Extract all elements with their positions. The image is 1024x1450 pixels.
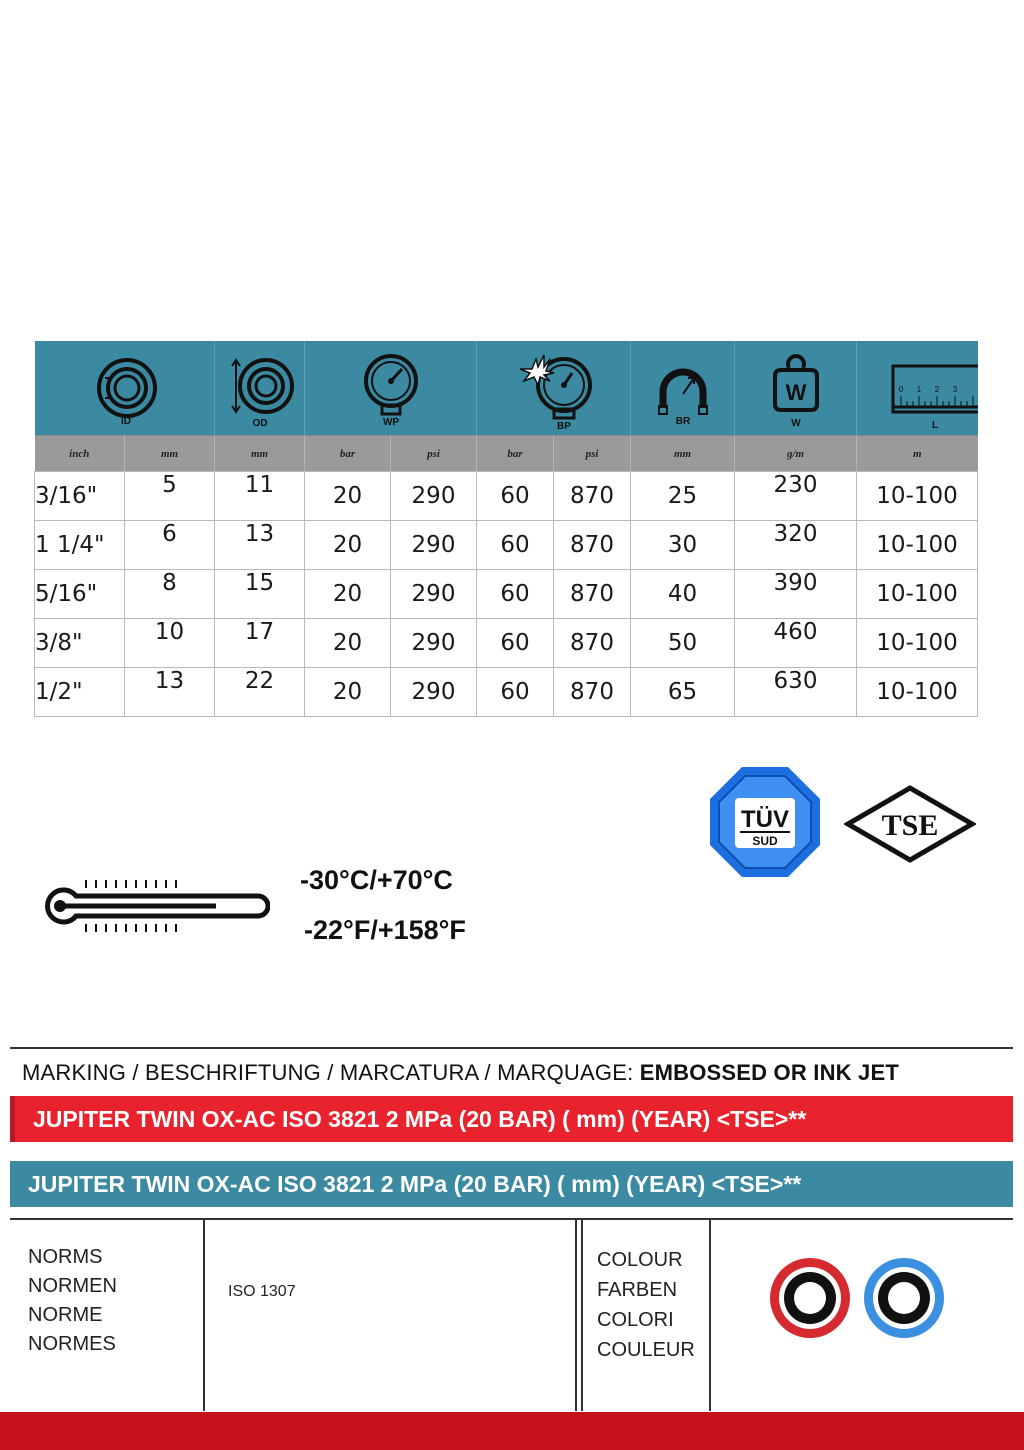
marking-blue-band: JUPITER TWIN OX-AC ISO 3821 2 MPa (20 BAR) ( mm) (YEAR) <TSE>** bbox=[10, 1161, 1013, 1207]
table-row bbox=[35, 619, 978, 668]
unit-cell: m bbox=[857, 436, 978, 472]
blue-hose-swatch bbox=[864, 1258, 944, 1338]
table-cell: 20 bbox=[305, 668, 391, 717]
table-cell: 3/16" bbox=[35, 472, 125, 521]
table-cell: 40 bbox=[631, 570, 735, 619]
table-cell: 10 bbox=[125, 619, 215, 668]
table-cell: 20 bbox=[305, 570, 391, 619]
colour-label: COLOUR bbox=[597, 1249, 683, 1271]
table-cell: 50 bbox=[631, 619, 735, 668]
bp-label: BP bbox=[556, 421, 571, 431]
table-cell: 8 bbox=[125, 570, 215, 619]
table-cell: 870 bbox=[554, 472, 631, 521]
unit-cell: mm bbox=[631, 436, 735, 472]
norms-labels bbox=[28, 1243, 117, 1359]
inner-diameter-icon bbox=[79, 348, 169, 428]
table-cell: 20 bbox=[305, 472, 391, 521]
table-cell: 5/16" bbox=[35, 570, 125, 619]
table-cell: 870 bbox=[554, 619, 631, 668]
norms-label: NORMES bbox=[28, 1333, 116, 1355]
w-header-cell bbox=[735, 341, 857, 436]
unit-cell: inch bbox=[35, 436, 125, 472]
wp-label: WP bbox=[382, 417, 399, 428]
table-cell: 60 bbox=[477, 619, 554, 668]
marking-label: MARKING / BESCHRIFTUNG / MARCATURA / MARQUAGE: bbox=[22, 1060, 640, 1085]
table-cell: 10-100 bbox=[857, 619, 978, 668]
sud-text: SUD bbox=[752, 834, 778, 848]
id-label: ID bbox=[121, 416, 132, 427]
table-cell: 15 bbox=[215, 570, 305, 619]
table-cell: 22 bbox=[215, 668, 305, 717]
br-label: BR bbox=[675, 416, 690, 427]
bend-radius-icon bbox=[638, 348, 728, 428]
table-cell: 65 bbox=[631, 668, 735, 717]
pressure-gauge-icon bbox=[346, 347, 436, 429]
unit-cell: g/m bbox=[735, 436, 857, 472]
w-label: W bbox=[790, 418, 801, 429]
marking-line bbox=[22, 1060, 899, 1086]
table-cell: 6 bbox=[125, 521, 215, 570]
table-cell: 230 bbox=[735, 472, 857, 521]
bp-header-cell bbox=[477, 341, 631, 436]
tse-text: TSE bbox=[881, 809, 939, 842]
wp-header-cell bbox=[305, 341, 477, 436]
ruler-tick-2: 2 bbox=[934, 385, 940, 394]
table-cell: 10-100 bbox=[857, 668, 978, 717]
unit-row bbox=[35, 436, 978, 472]
table-row bbox=[35, 570, 978, 619]
colour-label: COULEUR bbox=[597, 1339, 695, 1361]
colour-labels bbox=[597, 1245, 695, 1365]
thermometer-icon bbox=[38, 876, 270, 938]
tuv-sud-logo bbox=[707, 764, 823, 880]
table-cell: 60 bbox=[477, 472, 554, 521]
icon-header-row bbox=[35, 341, 978, 436]
marking-method: EMBOSSED OR INK JET bbox=[639, 1060, 900, 1085]
table-cell: 1 1/4" bbox=[35, 521, 125, 570]
table-cell: 30 bbox=[631, 521, 735, 570]
table-cell: 870 bbox=[554, 521, 631, 570]
norms-value: ISO 1307 bbox=[228, 1283, 296, 1300]
table-cell: 460 bbox=[735, 619, 857, 668]
divider bbox=[10, 1047, 1013, 1049]
divider bbox=[10, 1218, 1013, 1220]
divider bbox=[709, 1220, 711, 1411]
norms-label: NORMS bbox=[28, 1246, 103, 1268]
divider bbox=[203, 1220, 205, 1411]
tuv-text: TÜV bbox=[741, 806, 789, 833]
table-cell: 25 bbox=[631, 472, 735, 521]
id-header-cell bbox=[35, 341, 215, 436]
unit-cell: bar bbox=[477, 436, 554, 472]
table-cell: 10-100 bbox=[857, 570, 978, 619]
unit-cell: mm bbox=[125, 436, 215, 472]
table-cell: 390 bbox=[735, 570, 857, 619]
table-cell: 870 bbox=[554, 668, 631, 717]
od-label: OD bbox=[252, 418, 267, 428]
table-cell: 13 bbox=[125, 668, 215, 717]
table-cell: 290 bbox=[391, 521, 477, 570]
colour-label: COLORI bbox=[597, 1309, 674, 1331]
divider bbox=[575, 1220, 577, 1411]
tse-logo bbox=[844, 784, 976, 864]
norms-label: NORMEN bbox=[28, 1275, 117, 1297]
footer-bar bbox=[0, 1412, 1024, 1450]
temperature-fahrenheit: -22°F/+158°F bbox=[304, 915, 466, 945]
ruler-icon bbox=[857, 346, 978, 430]
table-cell: 290 bbox=[391, 668, 477, 717]
table-cell: 1/2" bbox=[35, 668, 125, 717]
table-cell: 10-100 bbox=[857, 521, 978, 570]
burst-pressure-icon bbox=[494, 345, 614, 431]
table-row bbox=[35, 521, 978, 570]
table-cell: 290 bbox=[391, 472, 477, 521]
od-header-cell bbox=[215, 341, 305, 436]
table-cell: 20 bbox=[305, 619, 391, 668]
temperature-celsius: -30°C/+70°C bbox=[300, 865, 453, 895]
table-cell: 13 bbox=[215, 521, 305, 570]
table-row bbox=[35, 668, 978, 717]
table-cell: 5 bbox=[125, 472, 215, 521]
table-cell: 60 bbox=[477, 521, 554, 570]
colour-label: FARBEN bbox=[597, 1279, 678, 1301]
table-cell: 17 bbox=[215, 619, 305, 668]
table-cell: 320 bbox=[735, 521, 857, 570]
ruler-tick-3: 3 bbox=[952, 385, 958, 394]
table-cell: 870 bbox=[554, 570, 631, 619]
unit-cell: mm bbox=[215, 436, 305, 472]
table-cell: 60 bbox=[477, 668, 554, 717]
red-hose-swatch bbox=[770, 1258, 850, 1338]
table-row bbox=[35, 472, 978, 521]
l-header-cell bbox=[857, 341, 978, 436]
unit-cell: psi bbox=[391, 436, 477, 472]
ruler-tick-1: 1 bbox=[916, 385, 922, 394]
divider bbox=[581, 1220, 583, 1411]
outer-diameter-icon bbox=[216, 348, 304, 428]
norms-label: NORME bbox=[28, 1304, 103, 1326]
unit-cell: bar bbox=[305, 436, 391, 472]
weight-icon bbox=[751, 346, 841, 430]
br-header-cell bbox=[631, 341, 735, 436]
table-cell: 20 bbox=[305, 521, 391, 570]
ruler-tick-0: 0 bbox=[898, 385, 904, 394]
unit-cell: psi bbox=[554, 436, 631, 472]
colour-swatches bbox=[760, 1250, 960, 1346]
spec-table bbox=[34, 341, 978, 717]
table-cell: 630 bbox=[735, 668, 857, 717]
l-label: L bbox=[931, 420, 939, 430]
table-cell: 10-100 bbox=[857, 472, 978, 521]
table-cell: 290 bbox=[391, 619, 477, 668]
table-cell: 11 bbox=[215, 472, 305, 521]
table-cell: 60 bbox=[477, 570, 554, 619]
marking-red-band: JUPITER TWIN OX-AC ISO 3821 2 MPa (20 BAR) ( mm) (YEAR) <TSE>** bbox=[10, 1096, 1013, 1142]
table-cell: 290 bbox=[391, 570, 477, 619]
svg-text:W: W bbox=[785, 380, 806, 405]
table-cell: 3/8" bbox=[35, 619, 125, 668]
